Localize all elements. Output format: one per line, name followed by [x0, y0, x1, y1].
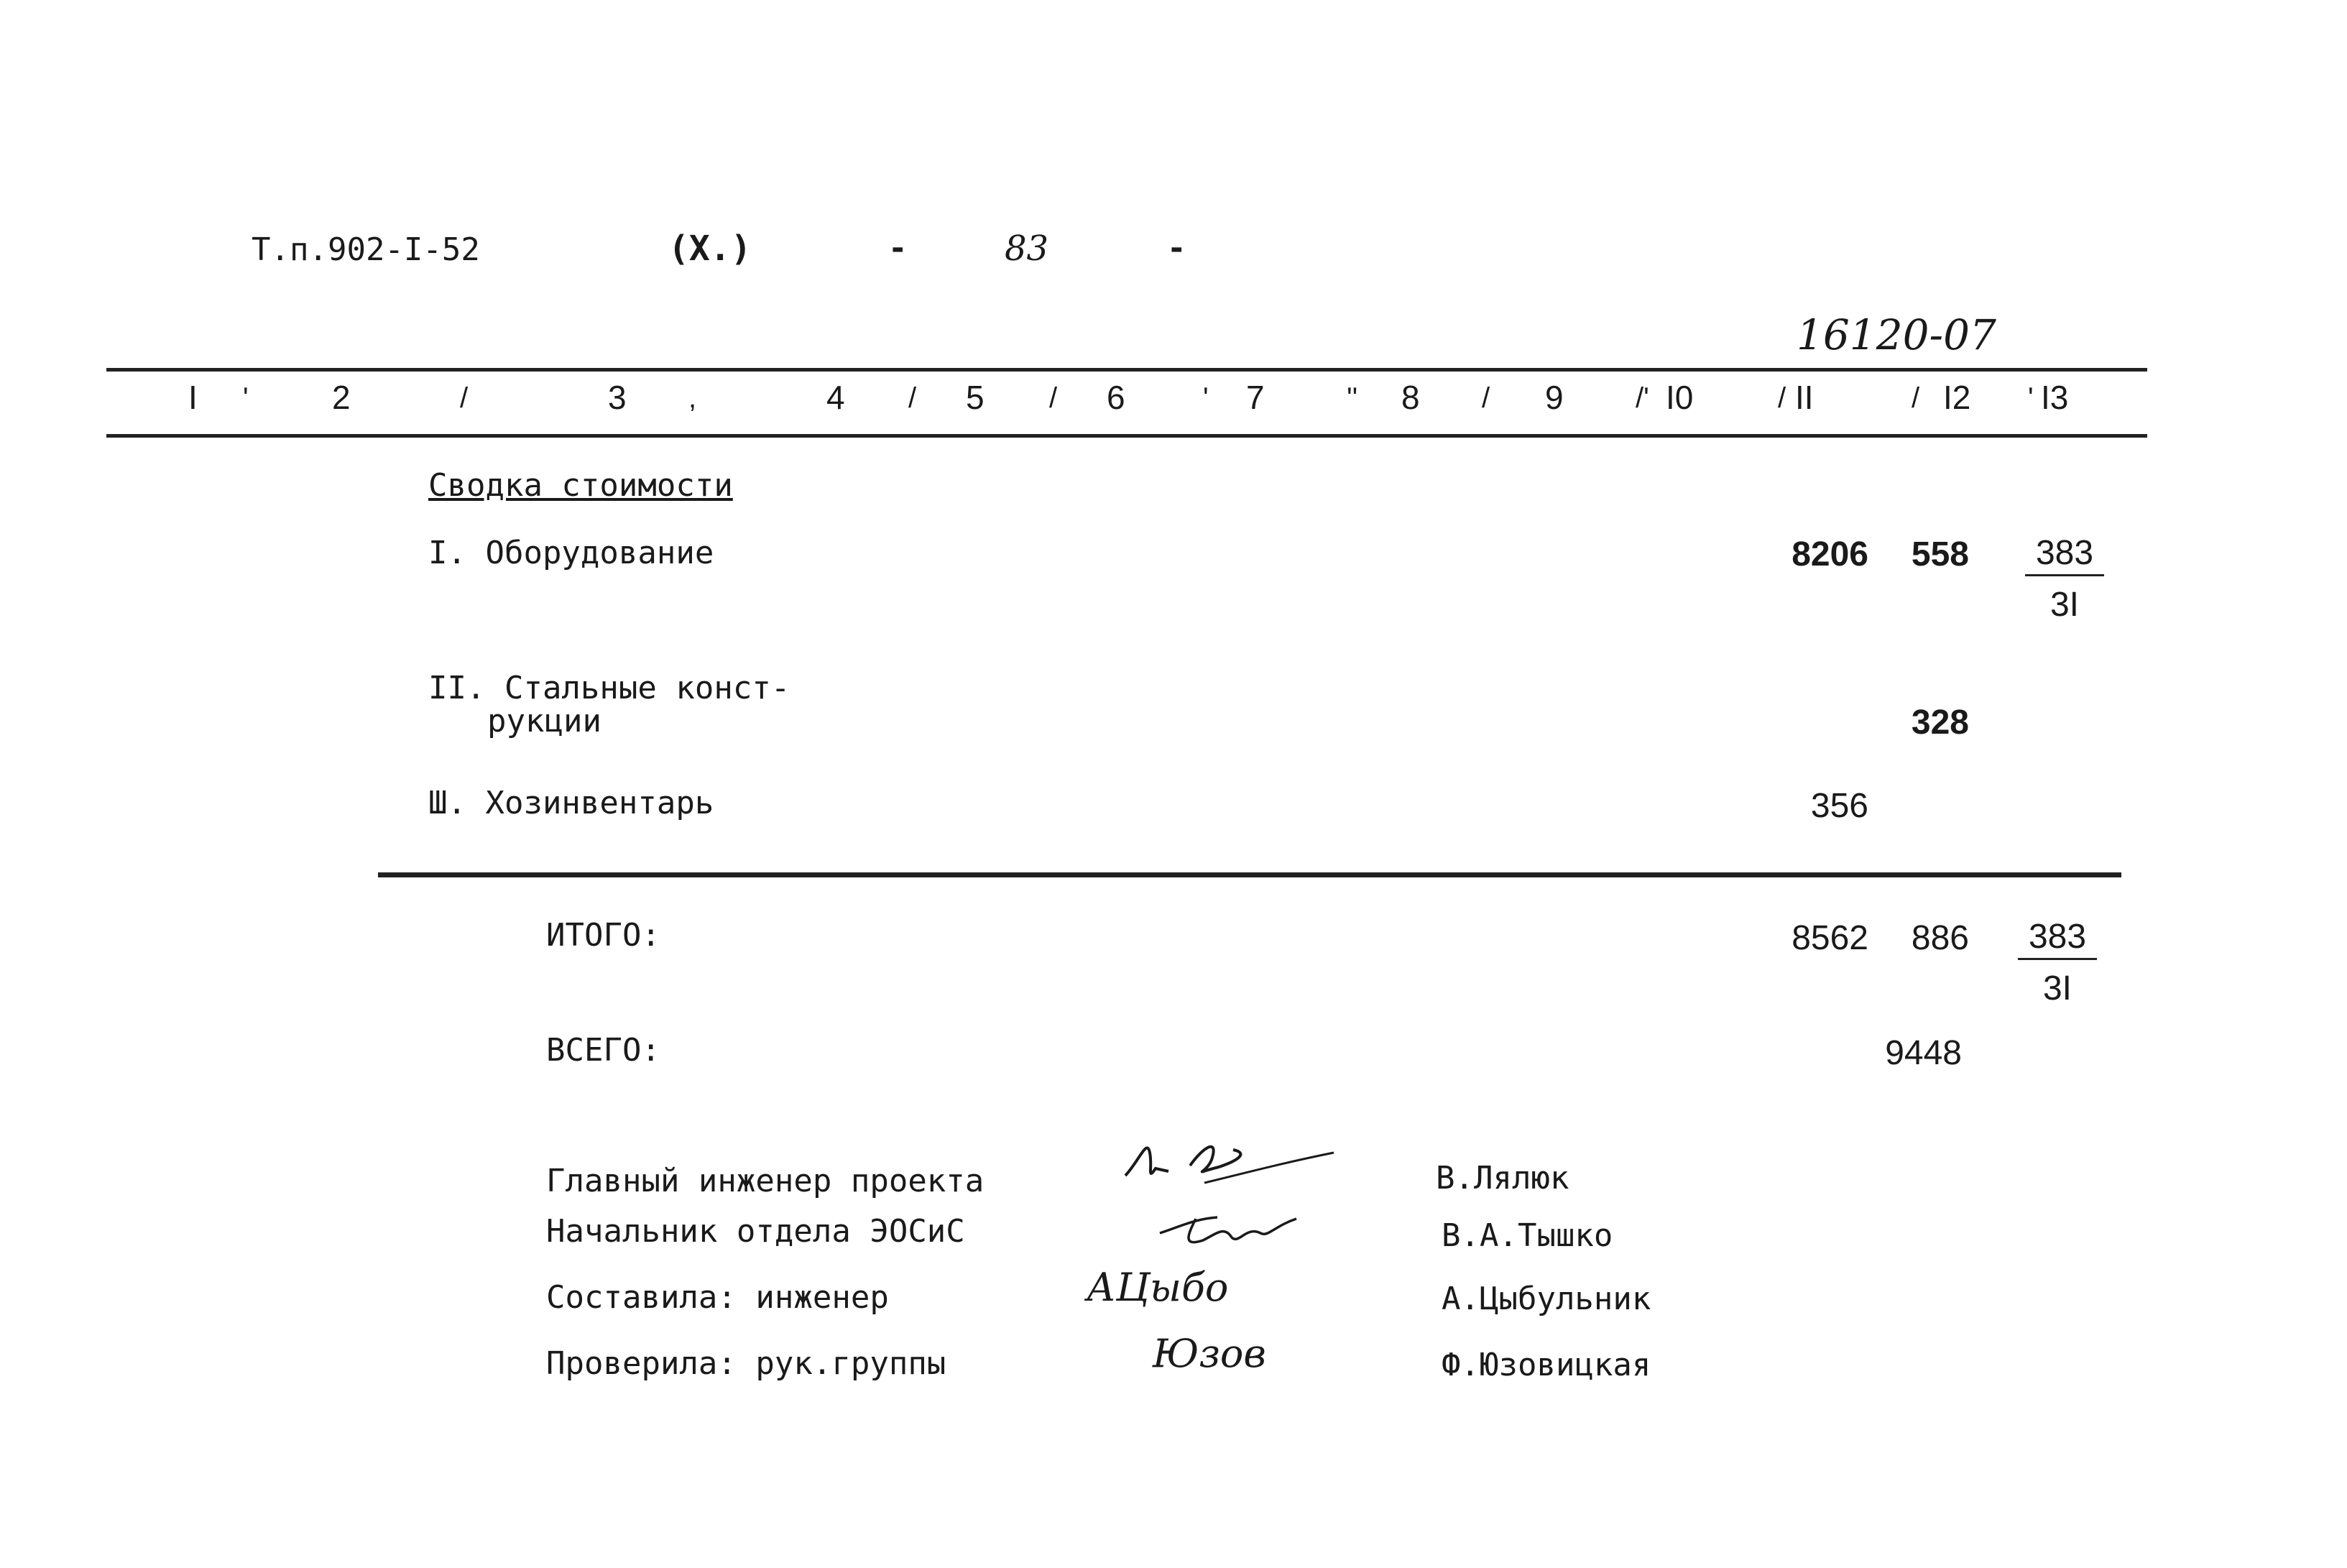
- column-number-7: 7: [1246, 379, 1265, 416]
- signature-compiled-by: АЦыбо: [1087, 1265, 1229, 1310]
- page-dash-right: -: [1167, 230, 1186, 267]
- signature-name-chief-engineer: В.Лялюк: [1436, 1160, 1569, 1196]
- column-number-9: 9: [1545, 379, 1564, 416]
- column-number-6: 6: [1107, 379, 1125, 416]
- total-label: ИТОГО:: [546, 917, 660, 954]
- signature-name-department-head: В.А.Тышко: [1442, 1217, 1613, 1254]
- column-number-12: I2: [1943, 379, 1971, 416]
- row-equipment-col13-top: 383: [2025, 533, 2104, 576]
- page-dash-left: -: [888, 230, 908, 267]
- total-col11: 8562: [1792, 919, 1868, 957]
- section-marker: (X.): [668, 229, 752, 269]
- header-top-rule: [106, 368, 2147, 372]
- column-separator: ': [1203, 382, 1209, 414]
- signature-chief-engineer: [1118, 1131, 1348, 1196]
- summary-title: Сводка стоимости: [428, 467, 733, 504]
- column-separator: '': [1347, 382, 1358, 414]
- row-steel-label-line1: II. Стальные конст-: [428, 670, 790, 706]
- total-col13-top: 383: [2018, 917, 2097, 960]
- column-number-2: 2: [332, 379, 351, 416]
- signature-role-department-head: Начальник отдела ЭОСиС: [546, 1213, 965, 1250]
- grand-total-value: 9448: [1885, 1034, 1962, 1072]
- document-reference: Т.п.902-I-52: [252, 231, 480, 268]
- column-separator: /': [1636, 382, 1649, 414]
- total-col13-bottom: 3I: [2042, 969, 2072, 1007]
- signature-role-compiled-by: Составила: инженер: [546, 1279, 889, 1316]
- column-number-11: II: [1795, 379, 1814, 416]
- column-number-4: 4: [826, 379, 845, 416]
- column-separator: /: [1482, 382, 1490, 414]
- totals-separator: [378, 872, 2121, 877]
- signature-role-checked-by: Проверила: рук.группы: [546, 1345, 946, 1382]
- column-number-10: I0: [1666, 379, 1694, 416]
- signature-name-checked-by: Ф.Юзовицкая: [1442, 1347, 1651, 1383]
- row-equipment-col11: 8206: [1792, 535, 1868, 573]
- signature-department-head: [1153, 1197, 1311, 1255]
- column-separator: ': [243, 382, 249, 414]
- column-separator: /: [1912, 382, 1920, 414]
- row-inventory-label: Ш. Хозинвентарь: [428, 785, 714, 821]
- row-equipment-col12: 558: [1911, 535, 1969, 573]
- column-number-1: I: [188, 379, 198, 416]
- column-separator: ': [2028, 382, 2034, 414]
- handwritten-code: 16120-07: [1797, 310, 1996, 359]
- row-inventory-col11: 356: [1810, 787, 1868, 825]
- column-separator: /: [1049, 382, 1058, 414]
- column-number-3: 3: [608, 379, 627, 416]
- row-equipment-col13-bottom: 3I: [2049, 586, 2080, 624]
- page-number: 83: [1005, 229, 1049, 269]
- signature-checked-by: Юзов: [1153, 1331, 1266, 1376]
- row-equipment-label: I. Оборудование: [428, 535, 714, 571]
- row-steel-col12: 328: [1911, 704, 1969, 742]
- column-number-5: 5: [966, 379, 985, 416]
- total-col12: 886: [1911, 919, 1969, 957]
- row-steel-label-line2: рукции: [487, 703, 601, 739]
- column-separator: /: [460, 382, 469, 414]
- column-number-8: 8: [1401, 379, 1420, 416]
- grand-total-label: ВСЕГО:: [546, 1032, 660, 1069]
- column-separator: /: [1778, 382, 1786, 414]
- column-number-13: I3: [2041, 379, 2069, 416]
- column-separator: /: [908, 382, 917, 414]
- column-separator: ,: [688, 382, 697, 414]
- signature-name-compiled-by: А.Цыбульник: [1442, 1281, 1651, 1317]
- header-bottom-rule: [106, 434, 2147, 438]
- signature-role-chief-engineer: Главный инженер проекта: [546, 1163, 985, 1199]
